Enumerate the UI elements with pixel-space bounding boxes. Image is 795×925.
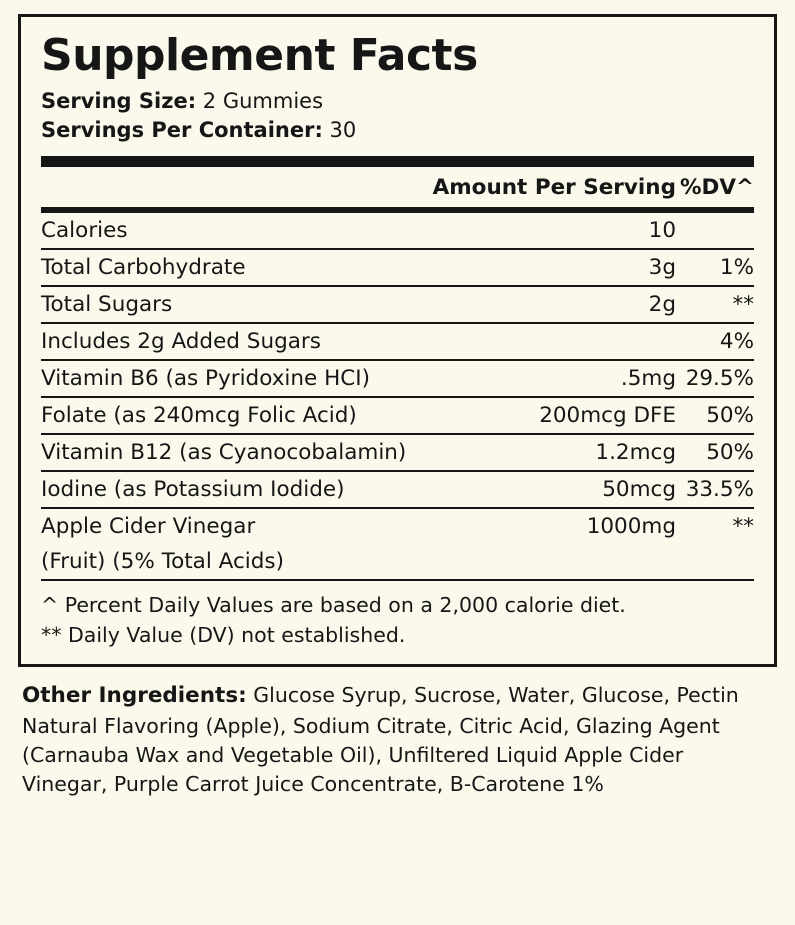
header-daily-value: %DV^ [679,174,754,200]
panel-title: Supplement Facts [41,30,478,81]
table-row-total-carbohydrate [41,249,754,286]
row-name: Total Sugars [41,286,503,323]
row-amount: .5mg [503,360,676,397]
serving-size-label: Serving Size: [41,89,197,114]
row-name: Calories [41,213,503,249]
table-row-folate [41,397,754,434]
serving-size-value: 2 Gummies [202,89,324,114]
table-row-apple-cider-vinegar [41,508,754,544]
row-dv [676,213,754,249]
table-row-calories [41,213,754,249]
other-ingredients-section [18,667,777,799]
other-ingredients-text: Glucose Syrup, Sucrose, Water, Glucose, Pectin Natural Flavoring (Apple), Sodium Citrate, Citric Acid, Glazing Agent (Carnauba Wax and Vegetable Oil), Unfiltered Liquid Apple Cider Vinegar, Purple Carrot Juice Concentrate, B-Carotene 1% [22,683,739,797]
footnote-dv-not-established: ** Daily Value (DV) not established. [41,622,406,647]
row-name: Folate (as 240mcg Folic Acid) [41,397,503,434]
row-amount: 10 [503,213,676,249]
row-dv: 1% [676,249,754,286]
row-name: Includes 2g Added Sugars [41,323,503,360]
row-name: Total Carbohydrate [41,249,503,286]
table-row-apple-cider-vinegar-detail [41,544,754,580]
servings-per-container-label: Servings Per Container: [41,117,323,142]
row-name: Vitamin B6 (as Pyridoxine HCI) [41,360,503,397]
supplement-facts-panel [18,14,777,667]
row-amount: 3g [503,249,676,286]
table-row-added-sugars [41,323,754,360]
table-row-vitamin-b6 [41,360,754,397]
row-amount: 1000mg [586,513,676,539]
row-dv: 50% [676,434,754,471]
row-amount: 2g [503,286,676,323]
row-dv: 29.5% [676,360,754,397]
nutrition-table [41,167,754,207]
table-row-iodine [41,471,754,508]
divider-thick-top [41,156,754,167]
table-row-vitamin-b12 [41,434,754,471]
servings-per-container-line [41,116,754,144]
row-name: Iodine (as Potassium Iodide) [41,471,503,508]
servings-per-container-value: 30 [329,117,357,142]
row-dv: ** [732,513,754,539]
footnote-percent-daily-value: ^ Percent Daily Values are based on a 2,000 calorie diet. [41,592,626,617]
row-dv: ** [676,286,754,323]
row-amount: 200mcg DFE [503,397,676,434]
nutrition-rows [41,213,754,581]
table-header-row [41,167,754,207]
other-ingredients-label: Other Ingredients: [22,683,247,709]
row-name: Apple Cider Vinegar [41,513,256,539]
row-dv: 50% [676,397,754,434]
row-dv [676,544,754,580]
row-dv: 4% [676,323,754,360]
row-amount: 1.2mcg [503,434,676,471]
row-amount [503,323,676,360]
header-amount-per-serving: Amount Per Serving [432,174,676,200]
row-name: Vitamin B12 (as Cyanocobalamin) [41,434,503,471]
serving-size-line [41,87,754,115]
row-amount [503,544,676,580]
row-dv: 33.5% [676,471,754,508]
table-row-total-sugars [41,286,754,323]
footnotes [41,581,754,650]
row-amount: 50mcg [503,471,676,508]
row-name: (Fruit) (5% Total Acids) [41,544,503,580]
